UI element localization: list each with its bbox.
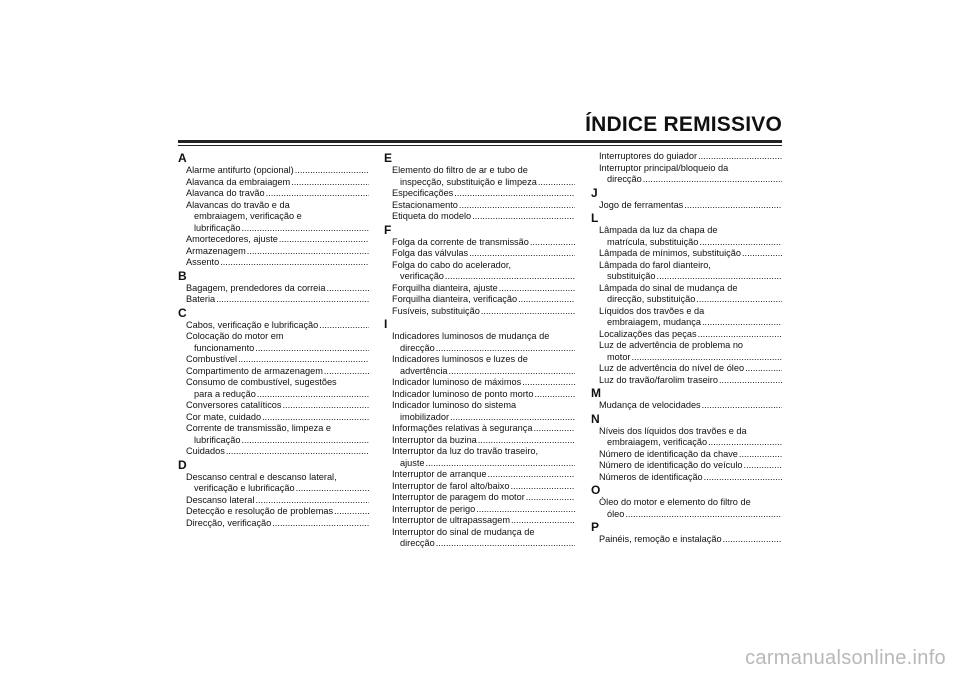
dot-leader [477,435,575,445]
dot-leader [698,237,782,247]
index-entry-text: Corrente de transmissão, limpeza e [186,423,332,433]
index-entry [178,423,369,446]
index-entry-text: verificação [400,271,444,281]
index-entry [384,294,575,306]
index-entry [591,460,782,472]
dot-leader [624,509,782,519]
index-entry-text: Interruptor de farol alto/baixo [392,480,510,491]
index-entry-text: Luz de advertência de problema no [599,340,744,350]
index-letter-heading: E [384,151,393,165]
index-entry-text: Lâmpada do farol dianteiro, [599,259,711,270]
index-entry-text: Interruptor de arranque [392,469,487,479]
index-entry [178,472,369,495]
index-entry-text: Indicadores luminosos e luzes de [392,354,528,364]
index-entry [591,225,782,248]
index-entry-text: matrícula, substituição [607,236,699,247]
dot-leader [718,375,782,385]
index-entry-text: Lâmpada de mínimos, substituição [599,248,741,258]
dot-leader [265,188,369,198]
index-entry-text: Painéis, remoção e instalação [599,534,722,544]
index-entry [591,534,782,546]
dot-leader [744,363,782,373]
index-entry [178,188,369,200]
index-entry [178,177,369,189]
dot-leader [487,469,576,479]
index-entry-text: direcção, substituição [607,294,696,304]
index-entry-text: Assento [186,257,220,267]
index-entry [591,472,782,484]
index-entry-text: Indicador luminoso de máximos [392,377,522,387]
dot-leader [517,294,575,304]
index-entry-text: direcção [607,174,642,184]
index-entry-text: embraiagem, verificação e [194,211,302,221]
index-entry-text: ajuste [400,457,425,468]
index-entry [384,481,575,493]
dot-leader [425,458,575,468]
index-entry-text: Óleo do motor e elemento do filtro de [599,497,751,507]
index-entry-text: Amortecedores, ajuste [186,234,278,244]
dot-leader [741,248,782,258]
index-entry [178,377,369,400]
index-letter-heading: L [591,211,599,225]
index-entry [384,260,575,283]
dot-leader [722,534,782,544]
index-entry [384,515,575,527]
title-rule-thin [178,145,782,146]
index-entry-text: Consumo de combustível, sugestões [186,377,337,387]
index-entry-text: Alavanca da embraiagem [186,176,291,187]
index-entry-text: substituição [607,271,656,281]
dot-leader [261,412,369,422]
dot-leader [683,200,782,210]
index-entry-text: Combustível [186,354,238,364]
index-entry [384,400,575,423]
index-letter-heading: F [384,222,392,237]
index-entry [384,492,575,504]
dot-leader [453,188,575,198]
index-entry-text: Estacionamento [392,199,458,210]
index-entry-text: Direcção, verificação [186,517,272,528]
index-entry-text: Interruptor de perigo [392,503,476,514]
index-entry-text: Cabos, verificação e lubrificação [186,319,319,330]
index-entry [384,527,575,550]
index-entry-text: Luz de advertência do nível de óleo [599,363,745,373]
dot-leader [333,506,369,516]
dot-leader [533,389,575,399]
index-entry [178,518,369,530]
index-entry [178,320,369,332]
index-entry-text: Etiqueta do modelo [392,211,472,221]
index-entry-text: Indicador luminoso de ponto morto [392,388,534,399]
index-entry [384,504,575,516]
index-entry-text: Alavanca do travão [186,188,265,198]
index-entry [178,283,369,295]
index-entry [178,246,369,258]
index-entry-text: Detecção e resolução de problemas [186,506,334,516]
index-entry-text: Informações relativas à segurança [392,423,533,433]
dot-leader [642,174,782,184]
index-entry-text: Luz do travão/farolim traseiro [599,374,718,385]
dot-leader [435,538,575,548]
index-entry [384,283,575,295]
dot-leader [444,271,575,281]
index-entry [178,331,369,354]
index-entry-text: imobilizador [400,411,450,422]
index-entry [178,294,369,306]
index-entry-text: Lâmpada da luz da chapa de [599,225,718,235]
index-entry-text: Especificações [392,188,454,198]
index-entry-text: Fusíveis, substituição [392,305,480,316]
index-entry [384,211,575,223]
index-entry-text: Elemento do filtro de ar e tubo de [392,165,528,175]
dot-leader [294,165,369,175]
index-letter-heading: N [591,411,600,426]
dot-leader [510,515,575,525]
dot-leader [435,343,575,353]
index-entry-text: Descanso central e descanso lateral, [186,471,337,482]
dot-leader [743,460,782,470]
index-column-1 [178,151,369,529]
index-entry-text: Folga das válvulas [392,248,469,258]
index-entry-text: verificação e lubrificação [194,483,295,493]
index-entry-text: lubrificação [194,434,241,445]
index-entry [178,354,369,366]
index-entry-text: Armazenagem [186,245,246,256]
index-column-3 [591,151,782,546]
index-entry-text: embraiagem, verificação [607,437,708,447]
index-entry [384,377,575,389]
dot-leader [295,483,369,493]
index-entry-text: Interruptores do guiador [599,151,698,161]
index-entry-text: Cor mate, cuidado [186,411,262,422]
dot-leader [468,248,575,258]
index-entry [384,200,575,212]
dot-leader [475,504,575,514]
index-letter-heading: D [178,457,187,472]
dot-leader [271,518,369,528]
index-entry [384,446,575,469]
index-entry-text: Interruptor de paragem do motor [392,492,525,502]
index-letter-heading: O [591,483,601,497]
index-entry [591,283,782,306]
dot-leader [701,317,782,327]
index-entry-text: óleo [607,508,625,519]
dot-leader [537,177,575,187]
index-entry [178,200,369,235]
dot-leader [738,449,782,459]
index-entry-text: motor [607,351,631,362]
index-entry [591,200,782,212]
index-entry [384,237,575,249]
index-entry-text: Folga do cabo do acelerador, [392,259,512,270]
dot-leader [325,283,369,293]
index-entry [178,400,369,412]
index-letter-heading: P [591,520,600,534]
index-entry-text: Descanso lateral [186,494,255,505]
index-entry-text: funcionamento [194,342,255,353]
index-entry [384,248,575,260]
index-entry-text: Forquilha dianteira, ajuste [392,282,498,293]
dot-leader [707,437,782,447]
dot-leader [215,294,369,304]
index-entry-text: Mudança de velocidades [599,400,701,410]
index-entry-text: Líquidos dos travões e da [599,305,705,316]
index-entry [384,331,575,354]
index-entry [591,449,782,461]
index-entry [384,354,575,377]
index-letter-heading: B [178,268,187,283]
index-entry [178,412,369,424]
index-entry-text: Indicador luminoso do sistema [392,400,517,410]
index-letter-heading: M [591,386,601,400]
index-entry-text: Forquilha dianteira, verificação [392,294,518,304]
watermark-footer: carmanualsonline.info [745,647,946,669]
index-entry-text: Níveis dos líquidos dos travões e da [599,425,747,436]
index-entry-text: Jogo de ferramentas [599,199,684,210]
index-entry [178,165,369,177]
dot-leader [225,446,369,456]
index-entry-text: advertência [400,365,448,376]
index-letter-heading: C [178,305,187,320]
index-entry-text: Localizações das peças [599,328,697,339]
dot-leader [323,366,369,376]
dot-leader [278,234,369,244]
index-entry [178,495,369,507]
title-rule-thick [178,140,782,143]
dot-leader [237,354,369,364]
dot-leader [498,283,575,293]
index-entry [178,446,369,458]
index-entry-text: direcção [400,342,435,353]
index-letter-heading: I [384,317,388,331]
index-entry [178,506,369,518]
index-entry [591,329,782,341]
index-entry-text: Interruptor de ultrapassagem [392,515,510,525]
index-entry [591,497,782,520]
index-entry [591,306,782,329]
index-entry-text: Interruptor da buzina [392,434,477,445]
dot-leader [254,495,369,505]
index-entry-text: para a redução [194,388,256,399]
index-entry-text: Cuidados [186,446,225,456]
dot-leader [219,257,369,267]
index-entry [384,435,575,447]
index-entry [591,151,782,163]
dot-leader [697,151,782,161]
dot-leader [529,237,575,247]
index-entry [591,248,782,260]
index-entry-text: Bateria [186,294,216,304]
index-entry-text: Interruptor principal/bloqueio da [599,162,729,173]
dot-leader [521,377,575,387]
dot-leader [525,492,575,502]
index-entry [384,165,575,188]
index-entry [178,257,369,269]
dot-leader [240,435,369,445]
dot-leader [471,211,575,221]
dot-leader [246,246,369,256]
index-entry [591,400,782,412]
index-entry-text: direcção [400,538,435,548]
index-entry-text: Indicadores luminosos de mudança de [392,331,550,341]
index-entry-text: Colocação do motor em [186,331,284,341]
index-entry-text: lubrificação [194,222,241,233]
index-letter-heading: J [591,185,598,200]
index-entry-text: inspecção, substituição e limpeza [400,176,537,187]
dot-leader [656,271,782,281]
dot-leader [532,423,575,433]
index-letter-heading: A [178,151,187,165]
dot-leader [703,472,782,482]
index-entry [384,306,575,318]
index-entry-text: embraiagem, mudança [607,317,701,327]
index-entry [178,234,369,246]
index-entry [384,389,575,401]
index-entry-text: Lâmpada do sinal de mudança de [599,282,738,293]
index-entry-text: Interruptor da luz do travão traseiro, [392,446,539,456]
dot-leader [448,366,576,376]
dot-leader [480,306,575,316]
dot-leader [290,177,369,187]
index-entry-text: Conversores catalíticos [186,400,282,410]
index-entry-text: Bagagem, prendedores da correia [186,282,326,293]
dot-leader [458,200,575,210]
index-entry-text: Número de identificação da chave [599,448,738,459]
page-title: ÍNDICE REMISSIVO [585,113,782,136]
dot-leader [318,320,369,330]
dot-leader [697,329,782,339]
index-entry-text: Alavancas do travão e da [186,199,290,210]
index-entry [591,375,782,387]
index-entry-text: Compartimento de armazenagem [186,365,323,376]
index-entry-text: Números de identificação [599,471,703,482]
dot-leader [240,223,369,233]
index-entry-text: Alarme antifurto (opcional) [186,165,294,175]
dot-leader [254,343,369,353]
index-entry [384,423,575,435]
index-entry [591,260,782,283]
dot-leader [282,400,370,410]
index-entry [384,188,575,200]
dot-leader [631,352,783,362]
index-entry [591,340,782,363]
index-entry [384,469,575,481]
dot-leader [701,400,782,410]
index-entry [178,366,369,378]
index-column-2 [384,151,575,550]
index-entry [591,163,782,186]
dot-leader [449,412,575,422]
index-entry [591,363,782,375]
dot-leader [509,481,575,491]
dot-leader [256,389,369,399]
index-entry-text: Número de identificação do veículo [599,460,743,470]
index-entry-text: Folga da corrente de transmissão [392,236,529,247]
index-entry [591,426,782,449]
index-entry-text: Interruptor do sinal de mudança de [392,526,535,537]
dot-leader [695,294,782,304]
